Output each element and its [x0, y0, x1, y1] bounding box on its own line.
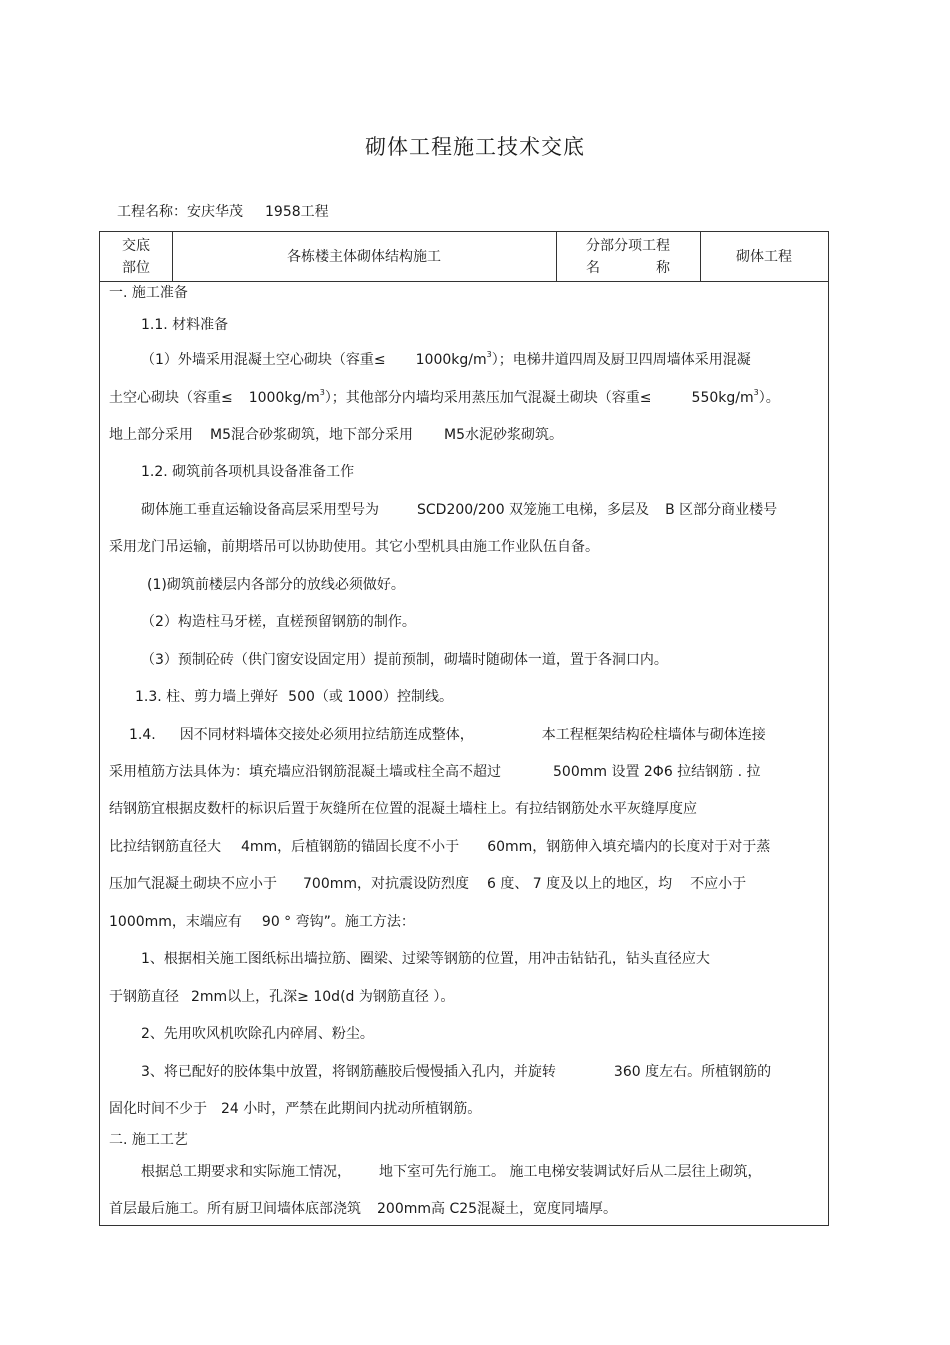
document-title: 砌体工程施工技术交底	[365, 135, 585, 159]
disclosure-table	[99, 231, 829, 1226]
project-value: 1958工程	[265, 204, 329, 220]
paragraph-line: （1）外墙采用混凝土空心砌块（容重≤ $1000kg/m^3$）；电梯井道四周及厨卫四周墙体采用混凝	[141, 350, 751, 368]
paragraph-line: 采用龙门吊运输，前期塔吊可以协助使用。其它小型机具由施工作业队伍自备。	[109, 539, 599, 555]
subsection-1-3: 1.3. 柱、剪力墙上弹好 500（或 1000）控制线。	[135, 689, 453, 705]
paragraph-line: 于钢筋直径 2mm以上，孔深≥ 10d(d 为钢筋直径 ）。	[109, 989, 455, 1005]
subsection-1-2: 1.2. 砌筑前各项机具设备准备工作	[141, 464, 355, 480]
paragraph-line: （3）预制砼砖（供门窗安设固定用）提前预制，砌墙时随砌体一道，置于各洞口内。	[141, 652, 668, 668]
header-cell-scope	[172, 232, 556, 281]
paragraph-line: 首层最后施工。所有厨卫间墙体底部浇筑 200mm高 C25混凝土，宽度同墙厚。	[109, 1201, 618, 1217]
header-subdivision-line2: 名 称	[586, 259, 670, 276]
paragraph-line: 采用植筋方法具体为：填充墙应沿钢筋混凝土墙或柱全高不超过 500mm 设置 2Φ6 拉结钢筋 . 拉	[109, 764, 761, 780]
header-scope-text: 各栋楼主体砌体结构施工	[287, 248, 441, 265]
paragraph-line: 3、将已配好的胶体集中放置，将钢筋蘸胶后慢慢插入孔内，并旋转 360 度左右。所植钢筋的	[141, 1064, 772, 1080]
paragraph-line: 地上部分采用 M5混合砂浆砌筑，地下部分采用 M5水泥砂浆砌筑。	[109, 427, 563, 443]
paragraph-line: 砌体施工垂直运输设备高层采用型号为 SCD200/200 双笼施工电梯，多层及 B 区部分商业楼号	[141, 502, 778, 518]
paragraph-line: 比拉结钢筋直径大 4mm，后植钢筋的锚固长度不小于 60mm，钢筋伸入填充墙内的长度对于对于蒸	[109, 839, 771, 855]
header-cell-location	[100, 232, 172, 281]
paragraph-line: 压加气混凝土砌块不应小于 700mm，对抗震设防烈度 6 度、 7 度及以上的地区，均 不应小于	[109, 876, 747, 892]
header-cell-subdivision	[556, 232, 700, 281]
project-label: 工程名称：安庆华茂	[117, 204, 243, 220]
header-work-type-text: 砌体工程	[736, 248, 792, 265]
paragraph-line: 1、根据相关施工图纸标出墙拉筋、圈梁、过梁等钢筋的位置，用冲击钻钻孔，钻头直径应大	[141, 951, 710, 967]
project-name-line	[117, 201, 329, 221]
paragraph-line: 根据总工期要求和实际施工情况， 地下室可先行施工。 施工电梯安装调试好后从二层往上砌筑，	[141, 1164, 762, 1180]
paragraph-line: 1000mm，末端应有 90 ° 弯钩”。施工方法：	[109, 914, 415, 930]
paragraph-line: （2）构造柱马牙槎，直槎预留钢筋的制作。	[141, 614, 416, 630]
paragraph-line: 固化时间不少于 24 小时，严禁在此期间内扰动所植钢筋。	[109, 1101, 482, 1117]
paragraph-line: 土空心砌块（容重≤ $1000kg/m^3$）；其他部分内墙均采用蒸压加气混凝土砌块（容重≤ $550kg/m^3$）。	[109, 388, 780, 406]
paragraph-line: (1)砌筑前楼层内各部分的放线必须做好。	[147, 577, 405, 593]
table-header-row	[100, 232, 828, 282]
paragraph-line: 2、先用吹风机吹除孔内碎屑、粉尘。	[141, 1026, 374, 1042]
header-location-line1: 交底	[122, 237, 150, 254]
subsection-1-1: 1.1. 材料准备	[141, 317, 229, 333]
header-location-line2: 部位	[122, 259, 150, 276]
header-cell-work-type	[700, 232, 828, 281]
subsection-1-4: 1.4. 因不同材料墙体交接处必须用拉结筋连成整体， 本工程框架结构砼柱墙体与砌体连接	[129, 727, 766, 743]
header-subdivision-line1: 分部分项工程	[586, 237, 670, 254]
paragraph-line: 结钢筋宜根据皮数杆的标识后置于灰缝所在位置的混凝土墙柱上。有拉结钢筋处水平灰缝厚度应	[109, 801, 697, 817]
section-heading-1: 一. 施工准备	[109, 285, 188, 301]
section-heading-2: 二. 施工工艺	[109, 1132, 188, 1148]
